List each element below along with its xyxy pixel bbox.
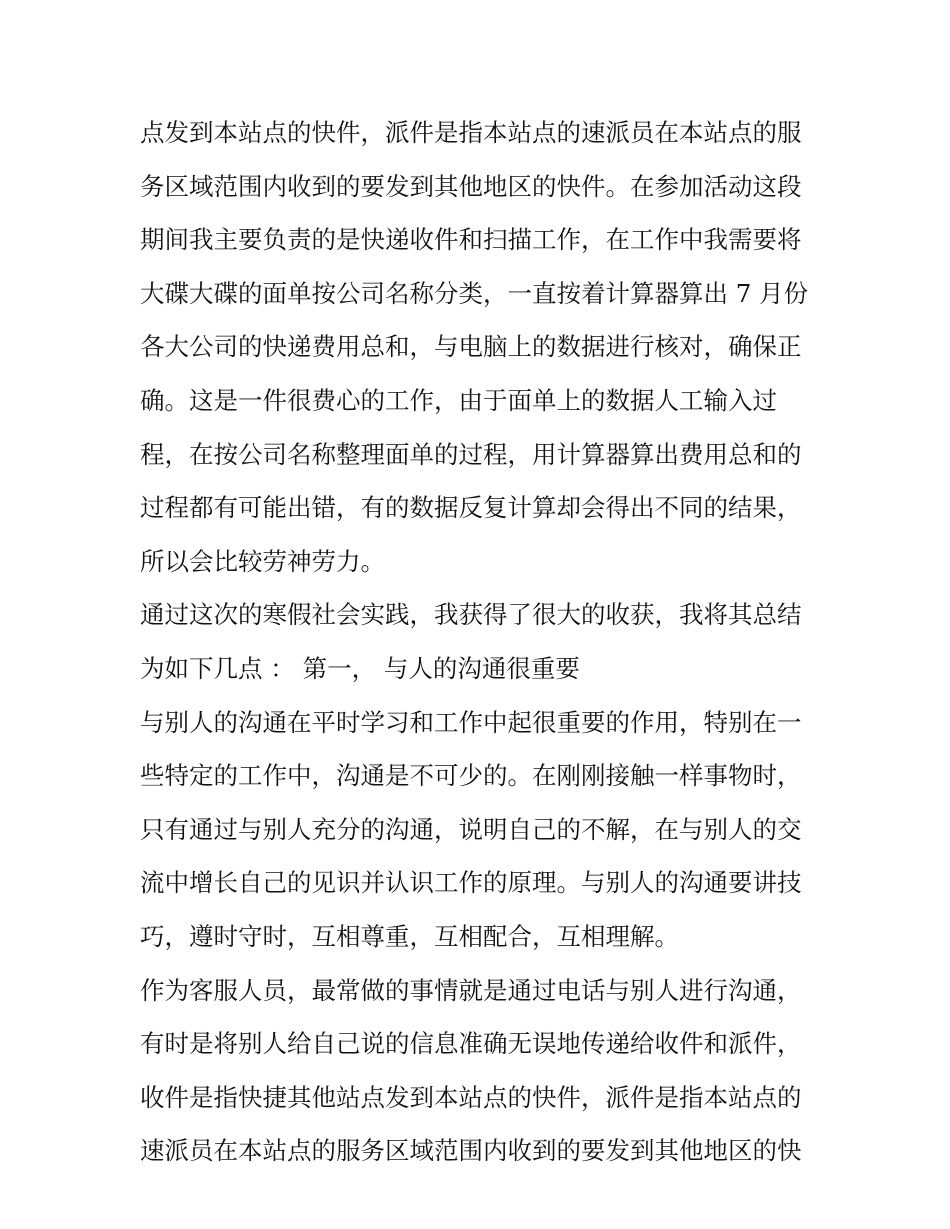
- text-line: 程，在按公司名称整理面单的过程，用计算器算出费用总和的: [140, 439, 802, 469]
- text-line: 为如下几点 ： 第一， 与人的沟通很重要: [140, 653, 580, 683]
- text-line: 所以会比较劳神劳力。: [140, 546, 385, 576]
- body-text: [140, 106, 820, 1178]
- text-line: 务区域范围内收到的要发到其他地区的快件。在参加活动这段: [140, 171, 802, 201]
- text-line: 流中增长自己的见识并认识工作的原理。与别人的沟通要讲技: [140, 868, 802, 898]
- text-line: 收件是指快捷其他站点发到本站点的快件，派件是指本站点的: [140, 1082, 802, 1112]
- text-line: 作为客服人员，最常做的事情就是通过电话与别人进行沟通，: [140, 975, 802, 1005]
- text-line: 过程都有可能出错，有的数据反复计算却会得出不同的结果，: [140, 493, 802, 523]
- text-line: 确。这是一件很费心的工作，由于面单上的数据人工输入过: [140, 385, 777, 415]
- text-line: 大碟大碟的面单按公司名称分类，一直按着计算器算出 7 月份: [140, 278, 809, 308]
- text-line: 些特定的工作中，沟通是不可少的。在刚刚接触一样事物时，: [140, 761, 802, 791]
- text-line: 只有通过与别人充分的沟通，说明自己的不解，在与别人的交: [140, 814, 802, 844]
- text-line: 有时是将别人给自己说的信息准确无误地传递给收件和派件，: [140, 1029, 802, 1059]
- text-line: 各大公司的快递费用总和，与电脑上的数据进行核对，确保正: [140, 332, 802, 362]
- text-line: 通过这次的寒假社会实践，我获得了很大的收获，我将其总结: [140, 600, 802, 630]
- text-line: 巧，遵时守时，互相尊重，互相配合，互相理解。: [140, 921, 679, 951]
- text-line: 期间我主要负责的是快递收件和扫描工作，在工作中我需要将: [140, 225, 802, 255]
- text-line: 速派员在本站点的服务区域范围内收到的要发到其他地区的快: [140, 1136, 802, 1166]
- text-line: 点发到本站点的快件，派件是指本站点的速派员在本站点的服: [140, 118, 802, 147]
- text-line: 与别人的沟通在平时学习和工作中起很重要的作用，特别在一: [140, 707, 802, 737]
